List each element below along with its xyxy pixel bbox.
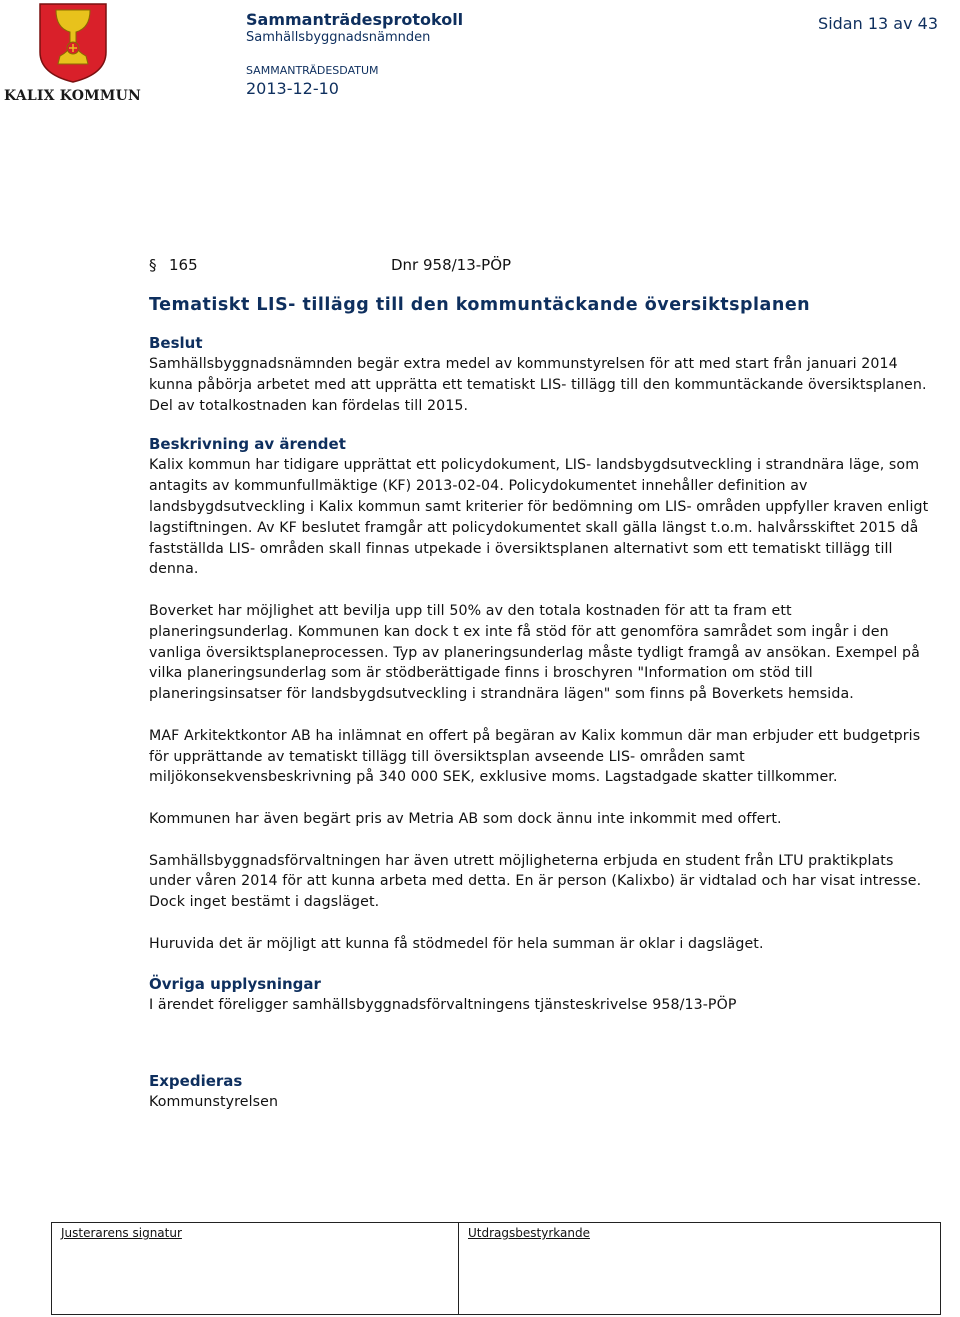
page-indicator: Sidan 13 av 43 (818, 14, 938, 33)
beskrivning-paragraph: Kommunen har även begärt pris av Metria AB som dock ännu inte inkommit med offert. (149, 810, 782, 827)
case-reference (149, 256, 929, 278)
beslut-text: Samhällsbyggnadsnämnden begär extra medel av kommunstyrelsen för att med start från januari 2014 kunna påbörja arbetet med att upprätta ett tematiskt LIS- tillägg till den kommuntäckande översiktsplanen. Del av totalkostnaden kan fördelas till 2015. (149, 356, 927, 414)
paragraph-symbol: § (149, 256, 157, 274)
section-ovriga-upplysningar (149, 974, 929, 1016)
signature-cell (52, 1223, 458, 1314)
expedieras-text: Kommunstyrelsen (149, 1094, 279, 1111)
document-title: Sammanträdesprotokoll (246, 10, 464, 29)
beslut-heading: Beslut (149, 334, 203, 352)
beskrivning-paragraph: Kalix kommun har tidigare upprättat ett policydokument, LIS- landsbygdsutveckling i strandnära läge, som antagits av kommunfullmäktige (KF) 2013-02-04. Policydokumentet innehåller definition av landsbygdsutveckling i Kalix kommun samt kriterier för bedömning om LIS- områden uppfyller kraven enligt lagstiftningen. Av KF beslutet framgår att policydokumentet skall gälla längst t.o.m. halvårsskiftet 2015 då fastställda LIS- områden skall finnas utpekade i översiktsplanen alternativt som ett tematiskt tillägg till denna. (149, 457, 929, 578)
committee-name: Samhällsbyggnadsnämnden (246, 30, 431, 45)
expedieras-heading: Expedieras (149, 1072, 243, 1091)
section-beslut (149, 333, 929, 416)
ovriga-heading: Övriga upplysningar (149, 974, 321, 993)
beskrivning-heading: Beskrivning av ärendet (149, 435, 346, 454)
meeting-date: 2013-12-10 (246, 79, 339, 98)
signature-label: Justerarens signatur (61, 1226, 182, 1240)
section-beskrivning (149, 434, 929, 954)
logo-wordmark: KALIX KOMMUN (4, 88, 141, 104)
beskrivning-paragraph: MAF Arkitektkontor AB ha inlämnat en offert på begäran av Kalix kommun där man erbjuder ett budgetpris för upprättande av tematiskt tillägg till översiktsplan avseende LIS- områden samt miljökonsekvensbeskrivning på 340 000 SEK, exklusive moms. Lagstadgade skatter tillkommer. (149, 727, 921, 786)
beskrivning-paragraph: Boverket har möjlighet att bevilja upp till 50% av den totala kostnaden för att ta fram ett planeringsunderlag. Kommunen kan dock t ex inte få stöd för att genomföra samrådet som ingår i den vanliga översiktsplaneprocessen. Typ av planeringsunderlag måste tydligt framgå av ansökan. Exempel på vilka planeringsunderlag som är stödberättigade finns i broschyren "Information om stöd till planeringsinsatser för landsbygdsutveckling i strandnära lägen" som finns på Boverkets hemsida. (149, 602, 920, 703)
document-body (149, 256, 929, 1113)
beskrivning-paragraph: Samhällsbyggnadsförvaltningen har även utrett möjligheterna erbjuda en student från LTU praktikplats under våren 2014 för att kunna arbeta med detta. En är person (Kalixbo) är vidtalad och har visat intresse. Dock inget bestämt i dagsläget. (149, 852, 922, 911)
signature-table (51, 1222, 941, 1315)
case-number: 165 (169, 256, 198, 274)
meeting-date-label: SAMMANTRÄDESDATUM (246, 64, 379, 77)
case-dnr: Dnr 958/13-PÖP (391, 256, 512, 274)
extract-certification-label: Utdragsbestyrkande (468, 1226, 590, 1240)
beskrivning-paragraph: Huruvida det är möjligt att kunna få stödmedel för hela summan är oklar i dagsläget. (149, 935, 764, 952)
coat-of-arms-icon (38, 2, 108, 84)
section-expedieras (149, 1071, 929, 1113)
kalix-kommun-logo (0, 0, 150, 112)
extract-certification-cell (458, 1223, 940, 1314)
case-title: Tematiskt LIS- tillägg till den kommuntäckande översiktsplanen (149, 295, 811, 315)
ovriga-text: I ärendet föreligger samhällsbyggnadsförvaltningens tjänsteskrivelse 958/13-PÖP (149, 996, 737, 1013)
